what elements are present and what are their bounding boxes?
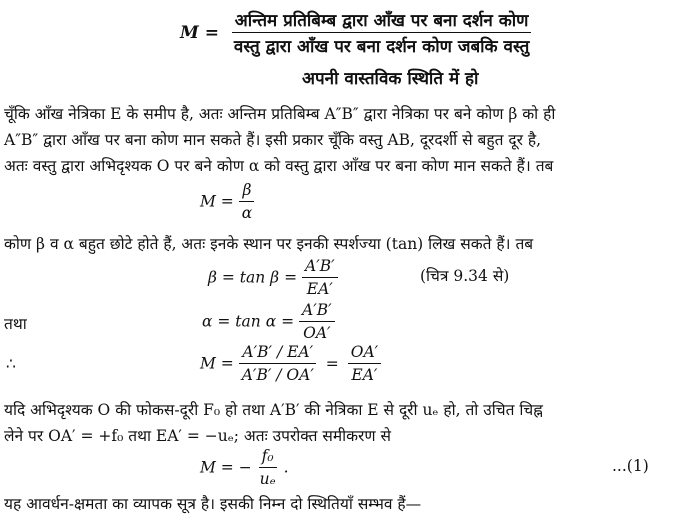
eq1-den: α [241,204,253,222]
eq5-tail: . [283,458,289,477]
eq5-den: uₑ [259,470,276,488]
para3-line1: यदि अभिदृश्यक O की फोकस-दूरी F₀ हो तथा A′B′ की नेत्रिका E से दूरी uₑ हो, तो उचित चिह्न [4,401,543,419]
eq2-num: A′B′ [302,256,338,278]
para3-line2: लेने पर OA′ = +f₀ तथा EA′ = −uₑ; अतः उपरोक्त समीकरण से [4,427,391,445]
para2: कोण β व α बहुत छोटे होते हैं, अतः इनके स्थान पर इनकी स्पर्शज्या (tan) लिख सकते हैं। तब [4,235,534,253]
eq4-fraction [239,342,317,385]
definition-fraction [231,8,532,57]
definition-denominator: वस्तु द्वारा आँख पर बना दर्शन कोण जबकि वस्तु [233,37,530,57]
eq5-fraction [257,446,279,489]
eq3-fraction [299,300,335,343]
equation-m-beta-alpha [200,180,255,223]
definition-denominator-line2: अपनी वास्तविक स्थिति में हो [302,69,479,89]
para1-line1: चूँकि आँख नेत्रिका E के समीप है, अतः अन्तिम प्रतिबिम्ब A″B″ द्वारा नेत्रिका पर बने कोण β को ही [4,105,556,123]
eq2-den: EA′ [306,280,333,298]
therefore-symbol: ∴ [6,355,16,373]
eq4-lhs: M = [200,354,234,373]
definition-lhs: M = [180,22,219,43]
eq3-prefix: तथा [4,315,27,333]
eq4-den: A′B′ / OA′ [241,366,314,384]
eq2-lhs: β = tan β = [208,268,298,287]
eq2-fraction [302,256,338,299]
eq4-num2: OA′ [348,342,381,364]
eq4-num: A′B′ / EA′ [239,342,316,364]
eq3-lhs: α = tan α = [202,312,295,331]
eq5-lhs: M = − [200,458,252,477]
para1-line3: अतः वस्तु द्वारा अभिदृश्यक O पर बने कोण α को वस्तु द्वारा आँख पर बना कोण मान सकते हैं। तब [4,157,554,175]
eq3-den: OA′ [303,324,331,342]
eq5-num: f₀ [259,446,277,468]
eq3-num: A′B′ [299,300,335,322]
equation-alpha-tan [202,300,335,343]
para1-line2: A″B″ द्वारा आँख पर बना कोण मान सकते हैं। इसी प्रकार चूँकि वस्तु AB, दूरदर्शी से बहुत दूर है, [4,131,542,149]
eq1-fraction [239,180,255,223]
figure-reference: (चित्र 9.34 से) [420,267,510,285]
equation-beta-tan [208,256,338,299]
equation-general-magnification [200,446,289,489]
eq1-lhs: M = [200,192,234,211]
equation-number: ...(1) [612,457,649,475]
definition-numerator: अन्तिम प्रतिबिम्ब द्वारा आँख पर बना दर्शन कोण [232,8,532,33]
magnification-definition [180,8,532,57]
eq4-den2: EA′ [351,366,378,384]
eq4-equals: = [325,354,339,373]
closing-line: यह आवर्धन-क्षमता का व्यापक सूत्र है। इसकी निम्न दो स्थितियाँ सम्भव हैं— [4,495,422,513]
eq1-num: β [239,180,254,202]
equation-m-ratio [200,342,381,385]
eq4-fraction2 [348,342,381,385]
